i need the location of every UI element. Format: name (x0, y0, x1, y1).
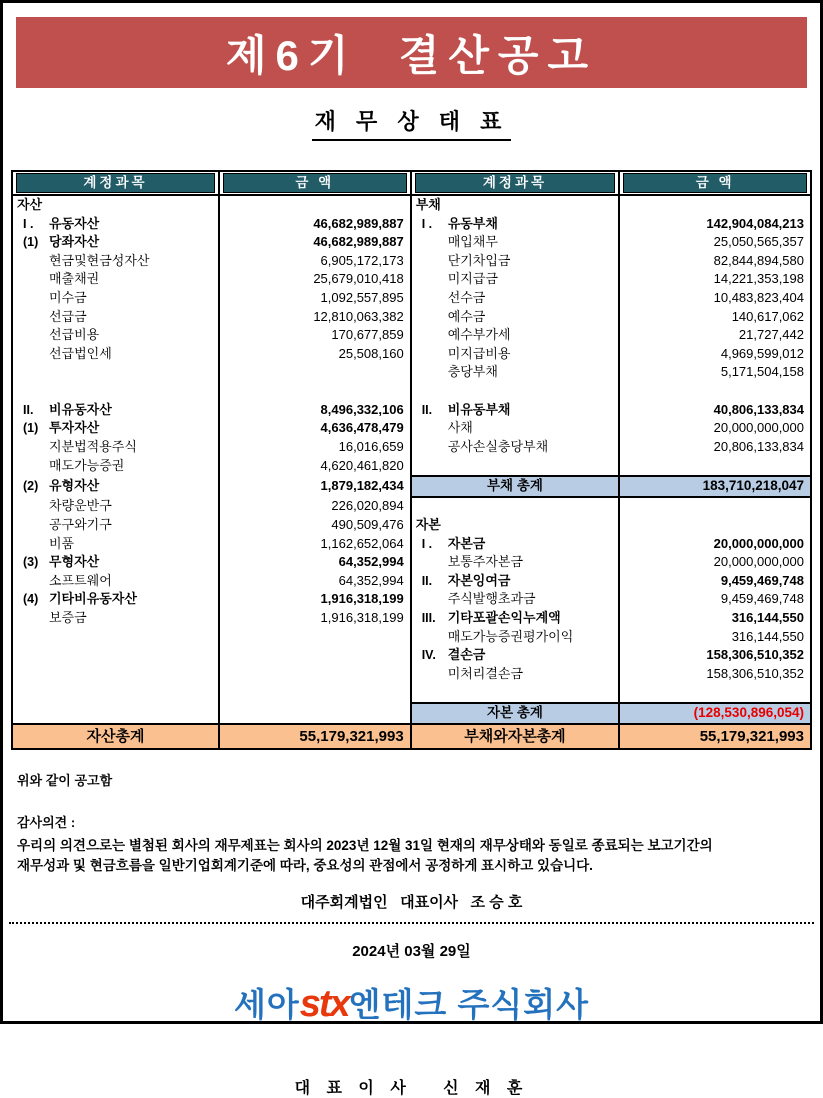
account-cell (411, 252, 620, 271)
account-cell (12, 419, 219, 438)
audit-opinion-text (17, 836, 806, 876)
amount-cell: 4,636,478,479 (219, 419, 411, 438)
account-cell (411, 535, 620, 554)
table-row (12, 590, 811, 609)
account-cell (12, 215, 219, 234)
table-row (12, 363, 811, 382)
account-label: 유동자산 (49, 215, 100, 231)
table-row (12, 345, 811, 364)
table-row (12, 195, 811, 215)
account-label: 보통주자본금 (447, 554, 524, 570)
amount-cell (619, 516, 811, 535)
auditor-signature: 대주회계법인 대표이사 조 승 호 (300, 893, 523, 911)
amount-cell: 8,496,332,106 (219, 401, 411, 420)
table-row (12, 683, 811, 703)
amount-cell (219, 683, 411, 703)
account-label: 예수금 (447, 308, 486, 324)
account-cell (12, 703, 219, 724)
account-cell: 자산총계 (12, 724, 219, 749)
amount-cell: 316,144,550 (619, 609, 811, 628)
amount-cell: 6,905,172,173 (219, 252, 411, 271)
account-cell: 자본 (411, 516, 620, 535)
account-label: 결손금 (447, 647, 486, 663)
table-row (12, 419, 811, 438)
account-label: 유동부채 (447, 215, 498, 231)
account-label: 비유동자산 (49, 401, 112, 417)
audit-opinion-heading: 감사의견 : (17, 814, 76, 830)
announcement-banner (16, 17, 807, 88)
account-label: 공구와기구 (49, 517, 112, 533)
account-cell (12, 497, 219, 517)
amount-cell: 9,459,469,748 (619, 590, 811, 609)
account-cell (411, 646, 620, 665)
account-cell (12, 535, 219, 554)
account-prefix: (4) (23, 592, 39, 607)
amount-cell: 46,682,989,887 (219, 215, 411, 234)
account-cell (411, 345, 620, 364)
amount-cell: 20,000,000,000 (619, 419, 811, 438)
amount-cell: 9,459,469,748 (619, 572, 811, 591)
account-prefix: II. (421, 573, 433, 588)
account-cell (12, 683, 219, 703)
amount-cell: 82,844,894,580 (619, 252, 811, 271)
account-label: 미지급비용 (447, 345, 511, 361)
account-cell (411, 289, 620, 308)
account-label: 자본잉여금 (447, 572, 511, 588)
document-title: 재 무 상 태 표 (312, 105, 512, 141)
account-label: 미수금 (49, 289, 87, 305)
account-cell (411, 270, 620, 289)
table-row (12, 382, 811, 401)
account-cell: 부채 총계 (411, 476, 620, 497)
balance-sheet-table (11, 170, 812, 750)
account-prefix: II. (23, 402, 34, 417)
table-row (12, 289, 811, 308)
account-cell (12, 438, 219, 457)
amount-cell (219, 382, 411, 401)
account-label: 보증금 (49, 610, 87, 626)
amount-cell: 5,171,504,158 (619, 363, 811, 382)
account-cell (411, 401, 620, 420)
account-label: 매입채무 (447, 234, 498, 250)
account-label: 선수금 (447, 289, 486, 305)
account-label: 기타포괄손익누계액 (447, 610, 561, 626)
account-cell (12, 233, 219, 252)
account-label: 충당부채 (447, 364, 498, 380)
amount-cell: 1,162,652,064 (219, 535, 411, 554)
amount-cell: 316,144,550 (619, 628, 811, 647)
account-label: 선급금 (49, 308, 87, 324)
account-prefix: I . (23, 216, 34, 231)
account-prefix: (1) (23, 421, 39, 436)
account-label: 투자자산 (49, 420, 100, 436)
account-label: 예수부가세 (447, 327, 511, 343)
account-label: 현금및현금성자산 (49, 252, 150, 268)
account-prefix: II. (421, 402, 433, 417)
amount-cell (219, 628, 411, 647)
account-cell (12, 609, 219, 628)
amount-cell: 142,904,084,213 (619, 215, 811, 234)
amount-cell: 226,020,894 (219, 497, 411, 517)
table-row (12, 665, 811, 684)
account-cell (411, 590, 620, 609)
account-label: 당좌자산 (49, 234, 100, 250)
account-label: 공사손실충당부채 (447, 438, 549, 454)
account-label: 자본금 (447, 535, 486, 551)
amount-cell (219, 703, 411, 724)
amount-cell: 12,810,063,382 (219, 308, 411, 327)
account-prefix: (1) (23, 235, 39, 250)
table-row (12, 252, 811, 271)
table-row (12, 497, 811, 517)
account-label: 미지급금 (447, 271, 498, 287)
account-cell (411, 326, 620, 345)
amount-cell: 4,620,461,820 (219, 456, 411, 476)
amount-cell (619, 497, 811, 517)
amount-cell: 10,483,823,404 (619, 289, 811, 308)
table-row (12, 535, 811, 554)
account-label: 단기차입금 (447, 252, 511, 268)
amount-cell: 55,179,321,993 (219, 724, 411, 749)
account-label: 선급법인세 (49, 345, 112, 361)
account-cell (12, 516, 219, 535)
amount-cell: 16,016,659 (219, 438, 411, 457)
account-cell: 부채 (411, 195, 620, 215)
account-cell (12, 326, 219, 345)
amount-cell: 64,352,994 (219, 572, 411, 591)
table-row (12, 401, 811, 420)
account-cell: 자산 (12, 195, 219, 215)
amount-cell (219, 195, 411, 215)
table-row (12, 724, 811, 749)
account-label: 기타비유동자산 (49, 591, 137, 607)
table-row (12, 553, 811, 572)
amount-cell: 158,306,510,352 (619, 665, 811, 684)
company-logo (17, 984, 806, 1072)
account-cell (411, 215, 620, 234)
account-label: 지분법적용주식 (49, 438, 137, 454)
amount-cell (619, 683, 811, 703)
header-amount-left (219, 171, 411, 195)
ceo-signature: 대 표 이 사 신 재 훈 (294, 1079, 529, 1097)
balance-table-body (12, 195, 811, 749)
account-prefix: I . (421, 216, 433, 231)
account-label: 매도가능증권평가이익 (447, 628, 574, 644)
account-cell (12, 590, 219, 609)
table-row (12, 516, 811, 535)
account-prefix: III. (421, 611, 436, 626)
account-cell (411, 363, 620, 382)
account-label: 매도가능증권 (49, 457, 125, 473)
amount-cell (219, 363, 411, 382)
header-account-right (411, 171, 620, 195)
account-cell (12, 646, 219, 665)
account-label: 비품 (49, 535, 75, 551)
amount-cell (619, 456, 811, 476)
account-cell (411, 665, 620, 684)
amount-cell: 25,050,565,357 (619, 233, 811, 252)
amount-cell: 25,508,160 (219, 345, 411, 364)
account-prefix: (2) (23, 478, 39, 493)
account-label: 차량운반구 (49, 498, 112, 513)
audit-opinion-line1: 우리의 의견으로는 별첨된 회사의 재무제표는 회사의 2023년 12월 31일 현재의 재무상태와 동일로 종료되는 보고기간의 (17, 837, 713, 853)
footer (17, 770, 806, 1098)
account-label: 소프트웨어 (49, 572, 112, 588)
announcement-date: 2024년 03월 29일 (352, 942, 471, 960)
amount-cell: 21,727,442 (619, 326, 811, 345)
account-cell (12, 363, 219, 382)
amount-cell: 25,679,010,418 (219, 270, 411, 289)
header-label: 금 액 (623, 173, 807, 193)
amount-cell: 40,806,133,834 (619, 401, 811, 420)
amount-cell (219, 646, 411, 665)
table-row (12, 326, 811, 345)
header-label: 금 액 (223, 173, 407, 193)
amount-cell (619, 382, 811, 401)
table-row (12, 233, 811, 252)
account-cell (411, 382, 620, 401)
header-label: 계정과목 (415, 173, 616, 193)
table-row (12, 703, 811, 724)
account-cell (12, 476, 219, 497)
notice-text: 위와 같이 공고함 (17, 772, 113, 788)
account-label: 무형자산 (49, 554, 100, 570)
account-label: 사채 (447, 420, 473, 436)
account-prefix: IV. (421, 648, 436, 663)
amount-cell: (128,530,896,054) (619, 703, 811, 724)
account-cell (12, 252, 219, 271)
account-cell (411, 233, 620, 252)
account-cell: 부채와자본총계 (411, 724, 620, 749)
account-cell (411, 456, 620, 476)
account-prefix: I . (421, 536, 433, 551)
banner-title: 제6기 결산공고 (225, 31, 598, 79)
header-amount-right (619, 171, 811, 195)
amount-cell: 1,916,318,199 (219, 609, 411, 628)
document-title-wrap (11, 105, 812, 136)
amount-cell: 1,879,182,434 (219, 476, 411, 497)
account-label: 매출채권 (49, 271, 100, 287)
amount-cell (619, 195, 811, 215)
account-label: 비유동부채 (447, 401, 511, 417)
table-row (12, 646, 811, 665)
logo-stx: stx (299, 982, 349, 1025)
amount-cell: 183,710,218,047 (619, 476, 811, 497)
account-cell (12, 456, 219, 476)
dotted-divider (9, 922, 814, 924)
amount-cell: 1,916,318,199 (219, 590, 411, 609)
account-cell (411, 419, 620, 438)
amount-cell: 14,221,353,198 (619, 270, 811, 289)
amount-cell: 158,306,510,352 (619, 646, 811, 665)
account-cell (12, 308, 219, 327)
table-row (12, 456, 811, 476)
amount-cell: 64,352,994 (219, 553, 411, 572)
amount-cell: 20,000,000,000 (619, 553, 811, 572)
table-row (12, 438, 811, 457)
audit-opinion-line2: 재무성과 및 현금흐름을 일반기업회계기준에 따라, 중요성의 관점에서 공정하게 표시하고 있습니다. (17, 857, 593, 873)
account-prefix: (3) (23, 555, 39, 570)
amount-cell: 1,092,557,895 (219, 289, 411, 308)
account-cell: 자본 총계 (411, 703, 620, 724)
account-label: 미처리결손금 (447, 665, 524, 681)
table-row (12, 308, 811, 327)
account-cell (12, 401, 219, 420)
table-row (12, 270, 811, 289)
logo-seah: 세아 (233, 985, 300, 1023)
amount-cell: 140,617,062 (619, 308, 811, 327)
account-cell (411, 553, 620, 572)
table-row (12, 215, 811, 234)
logo-entech: 엔테크 주식회사 (348, 985, 589, 1023)
table-row (12, 628, 811, 647)
account-cell (411, 308, 620, 327)
account-cell (411, 497, 620, 517)
amount-cell: 20,000,000,000 (619, 535, 811, 554)
amount-cell: 4,969,599,012 (619, 345, 811, 364)
account-cell (12, 345, 219, 364)
amount-cell: 20,806,133,834 (619, 438, 811, 457)
amount-cell: 490,509,476 (219, 516, 411, 535)
account-cell (12, 382, 219, 401)
account-label: 선급비용 (49, 327, 100, 343)
account-cell (12, 270, 219, 289)
table-row (12, 476, 811, 497)
account-label: 유형자산 (49, 477, 100, 493)
account-cell (12, 553, 219, 572)
account-cell (411, 572, 620, 591)
table-header-row (12, 171, 811, 195)
account-cell (12, 665, 219, 684)
table-row (12, 609, 811, 628)
header-label: 계정과목 (16, 173, 215, 193)
account-cell (12, 572, 219, 591)
amount-cell (219, 665, 411, 684)
amount-cell: 170,677,859 (219, 326, 411, 345)
account-cell (411, 438, 620, 457)
account-label: 주식발행초과금 (447, 591, 536, 607)
header-account-left (12, 171, 219, 195)
account-cell (12, 628, 219, 647)
account-cell (411, 683, 620, 703)
table-row (12, 572, 811, 591)
account-cell (12, 289, 219, 308)
account-cell (411, 609, 620, 628)
amount-cell: 46,682,989,887 (219, 233, 411, 252)
amount-cell: 55,179,321,993 (619, 724, 811, 749)
account-cell (411, 628, 620, 647)
